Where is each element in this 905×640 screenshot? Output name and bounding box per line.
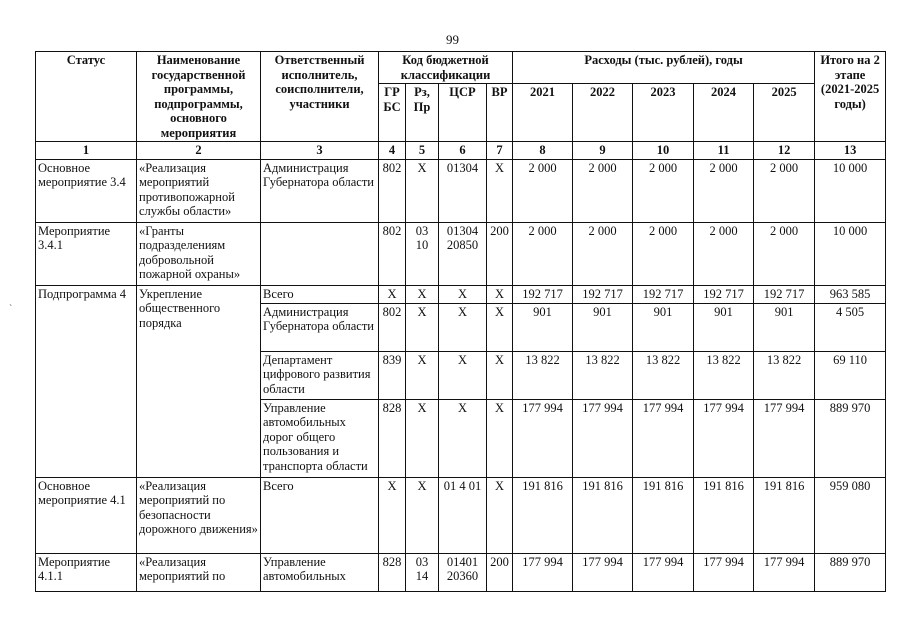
cell-2025: 192 717 <box>754 285 815 303</box>
cell-rzpr: Х <box>406 399 439 477</box>
cell-grbs: 802 <box>379 222 406 285</box>
header-vr: ВР <box>487 84 513 142</box>
cell-2024: 177 994 <box>694 553 754 591</box>
cell-csr: Х <box>439 399 487 477</box>
cell-2025: 191 816 <box>754 477 815 553</box>
cell-executor: Всего <box>261 477 379 553</box>
header-year-2022: 2022 <box>573 84 633 142</box>
cell-executor: Администрация Губернатора области <box>261 159 379 222</box>
cell-grbs: 802 <box>379 303 406 351</box>
cell-2025: 177 994 <box>754 399 815 477</box>
column-number: 5 <box>406 142 439 160</box>
cell-csr: Х <box>439 285 487 303</box>
header-program-name: Наименование государственной программы, подпрограммы, основного мероприятия <box>137 52 261 142</box>
header-year-2025: 2025 <box>754 84 815 142</box>
cell-2023: 13 822 <box>633 351 694 399</box>
cell-executor: Всего <box>261 285 379 303</box>
cell-status: Основное мероприятие 4.1 <box>36 477 137 553</box>
cell-2021: 191 816 <box>513 477 573 553</box>
cell-2021: 2 000 <box>513 222 573 285</box>
cell-2024: 2 000 <box>694 222 754 285</box>
table-row <box>36 159 886 222</box>
cell-rzpr: Х <box>406 477 439 553</box>
cell-vr: Х <box>487 285 513 303</box>
budget-table <box>35 51 886 592</box>
header-year-2024: 2024 <box>694 84 754 142</box>
cell-rzpr: 03 14 <box>406 553 439 591</box>
cell-2023: 192 717 <box>633 285 694 303</box>
cell-total: 10 000 <box>815 159 886 222</box>
header-csr: ЦСР <box>439 84 487 142</box>
cell-rzpr: Х <box>406 303 439 351</box>
cell-name: «Реализация мероприятий по безопасности дорожного движения» <box>137 477 261 553</box>
cell-2025: 177 994 <box>754 553 815 591</box>
cell-total: 69 110 <box>815 351 886 399</box>
header-expenses: Расходы (тыс. рублей), годы <box>513 52 815 84</box>
cell-grbs: Х <box>379 285 406 303</box>
cell-csr: Х <box>439 303 487 351</box>
cell-2025: 2 000 <box>754 159 815 222</box>
column-number: 10 <box>633 142 694 160</box>
cell-vr: Х <box>487 159 513 222</box>
cell-csr: Х <box>439 351 487 399</box>
cell-vr: Х <box>487 477 513 553</box>
cell-csr: 01401 20360 <box>439 553 487 591</box>
cell-total: 4 505 <box>815 303 886 351</box>
cell-name: «Гранты подразделениям добровольной пожарной охраны» <box>137 222 261 285</box>
cell-2022: 2 000 <box>573 222 633 285</box>
header-year-2021: 2021 <box>513 84 573 142</box>
cell-executor <box>261 222 379 285</box>
header-budget-code: Код бюджетной классификации <box>379 52 513 84</box>
cell-total: 10 000 <box>815 222 886 285</box>
cell-status: Мероприятие 3.4.1 <box>36 222 137 285</box>
cell-2021: 2 000 <box>513 159 573 222</box>
cell-2024: 192 717 <box>694 285 754 303</box>
cell-2022: 191 816 <box>573 477 633 553</box>
column-number: 9 <box>573 142 633 160</box>
cell-2023: 901 <box>633 303 694 351</box>
table-row <box>36 285 886 303</box>
cell-grbs: Х <box>379 477 406 553</box>
cell-status: Мероприятие 4.1.1 <box>36 553 137 591</box>
cell-2021: 192 717 <box>513 285 573 303</box>
cell-2022: 901 <box>573 303 633 351</box>
cell-executor: Администрация Губернатора области <box>261 303 379 351</box>
header-executor: Ответственный исполнитель, соисполнители, участники <box>261 52 379 142</box>
cell-2021: 901 <box>513 303 573 351</box>
column-number: 6 <box>439 142 487 160</box>
cell-grbs: 839 <box>379 351 406 399</box>
cell-total: 963 585 <box>815 285 886 303</box>
cell-executor: Управление автомобильных <box>261 553 379 591</box>
cell-2025: 2 000 <box>754 222 815 285</box>
cell-csr: 01304 <box>439 159 487 222</box>
cell-2023: 191 816 <box>633 477 694 553</box>
cell-status: Подпрограмма 4 <box>36 285 137 477</box>
cell-2024: 191 816 <box>694 477 754 553</box>
cell-2021: 177 994 <box>513 399 573 477</box>
page-number: 99 <box>446 32 459 47</box>
cell-2023: 2 000 <box>633 222 694 285</box>
column-number: 8 <box>513 142 573 160</box>
header-status: Статус <box>36 52 137 142</box>
cell-rzpr: Х <box>406 351 439 399</box>
column-number: 3 <box>261 142 379 160</box>
column-number: 12 <box>754 142 815 160</box>
margin-mark: ` <box>9 304 13 315</box>
cell-2023: 2 000 <box>633 159 694 222</box>
cell-name: «Реализация мероприятий противопожарной службы области» <box>137 159 261 222</box>
cell-2024: 13 822 <box>694 351 754 399</box>
column-number: 2 <box>137 142 261 160</box>
cell-total: 889 970 <box>815 553 886 591</box>
cell-name: Укрепление общественного порядка <box>137 285 261 477</box>
cell-2024: 177 994 <box>694 399 754 477</box>
cell-2025: 901 <box>754 303 815 351</box>
cell-name: «Реализация мероприятий по <box>137 553 261 591</box>
table-row <box>36 222 886 285</box>
cell-vr: Х <box>487 351 513 399</box>
cell-total: 889 970 <box>815 399 886 477</box>
cell-2022: 13 822 <box>573 351 633 399</box>
column-number: 7 <box>487 142 513 160</box>
cell-rzpr: Х <box>406 285 439 303</box>
cell-total: 959 080 <box>815 477 886 553</box>
column-number: 1 <box>36 142 137 160</box>
cell-2022: 177 994 <box>573 399 633 477</box>
column-number: 13 <box>815 142 886 160</box>
cell-status: Основное мероприятие 3.4 <box>36 159 137 222</box>
cell-grbs: 828 <box>379 399 406 477</box>
cell-csr: 01304 20850 <box>439 222 487 285</box>
cell-vr: 200 <box>487 222 513 285</box>
header-grbs: ГРБС <box>379 84 406 142</box>
cell-2025: 13 822 <box>754 351 815 399</box>
cell-grbs: 802 <box>379 159 406 222</box>
header-total: Итого на 2 этапе (2021-2025 годы) <box>815 52 886 142</box>
cell-2022: 177 994 <box>573 553 633 591</box>
column-number-row <box>36 142 886 160</box>
column-number: 4 <box>379 142 406 160</box>
cell-2024: 2 000 <box>694 159 754 222</box>
header-row-1 <box>36 52 886 84</box>
table-row <box>36 477 886 553</box>
table-row <box>36 553 886 591</box>
cell-2023: 177 994 <box>633 553 694 591</box>
cell-vr: Х <box>487 303 513 351</box>
cell-rzpr: Х <box>406 159 439 222</box>
column-number: 11 <box>694 142 754 160</box>
cell-2021: 177 994 <box>513 553 573 591</box>
cell-executor: Управление автомобильных дорог общего пользования и транспорта области <box>261 399 379 477</box>
cell-2023: 177 994 <box>633 399 694 477</box>
cell-2022: 192 717 <box>573 285 633 303</box>
cell-2021: 13 822 <box>513 351 573 399</box>
cell-executor: Департамент цифрового развития области <box>261 351 379 399</box>
cell-rzpr: 03 10 <box>406 222 439 285</box>
header-year-2023: 2023 <box>633 84 694 142</box>
cell-csr: 01 4 01 <box>439 477 487 553</box>
cell-vr: 200 <box>487 553 513 591</box>
cell-2024: 901 <box>694 303 754 351</box>
cell-vr: Х <box>487 399 513 477</box>
cell-2022: 2 000 <box>573 159 633 222</box>
header-rz-pr: Рз, Пр <box>406 84 439 142</box>
cell-grbs: 828 <box>379 553 406 591</box>
